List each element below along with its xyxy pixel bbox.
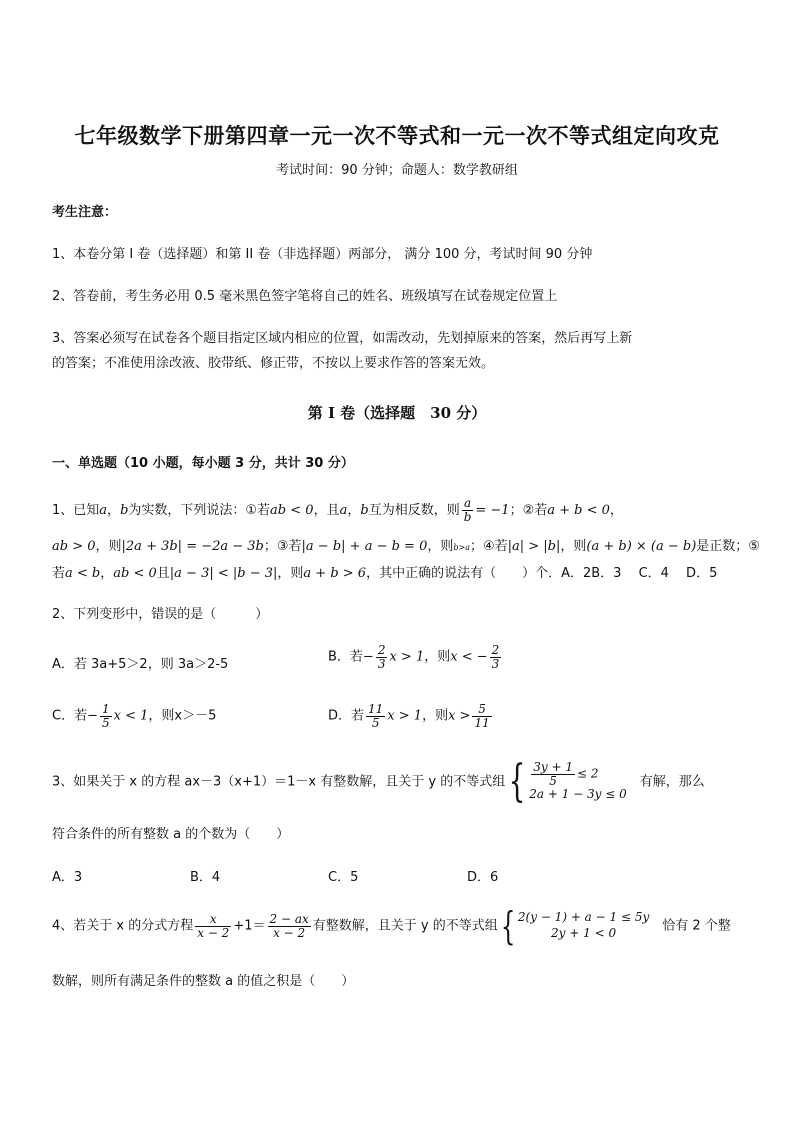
denominator: 5 — [549, 773, 557, 788]
question-1-line-3 — [52, 562, 717, 581]
question-2-stem: 2、下列变形中，错误的是（ ） — [52, 607, 269, 622]
math: |a| > |b| — [507, 539, 561, 554]
text: ，则 — [424, 649, 451, 665]
fraction — [531, 761, 575, 787]
math: a — [99, 503, 108, 518]
math: − — [362, 649, 374, 665]
text: ， — [347, 503, 361, 518]
question-2-option-a: A．若 3a+5＞2，则 3a＞2-5 — [52, 657, 229, 672]
text: 有解，那么 — [639, 774, 705, 790]
question-3-option-b: B．4 — [190, 870, 221, 885]
question-3-option-a: A．3 — [52, 870, 83, 885]
math: (a + b) × (a − b) — [586, 539, 697, 554]
notice-item-2: 2、答卷前，考生务必用 0.5 毫米黑色签字笔将自己的姓名、班级填写在试卷规定位置上 — [52, 289, 558, 304]
text: 恰有 2 个整 — [662, 918, 731, 934]
math: a < b — [65, 566, 101, 581]
text: +1＝ — [233, 918, 266, 934]
text: ， — [107, 503, 121, 518]
math: a + b > 6 — [303, 566, 367, 581]
exam-subtitle: 考试时间：90 分钟；命题人：数学教研组 — [276, 163, 518, 178]
system-row-2: 2a + 1 − 3y ≤ 0 — [529, 787, 627, 802]
numerator: x — [195, 913, 231, 927]
fraction — [366, 703, 385, 729]
notice-item-3-line-2: 的答案；不准使用涂改液、胶带纸、修正带，不按以上要求作答的答案无效。 — [52, 356, 495, 371]
math: x > — [448, 708, 471, 724]
text: 互为相反数，则 — [368, 503, 460, 518]
text: ，则 — [427, 539, 454, 554]
text: ；④若 — [469, 539, 508, 554]
fraction — [376, 644, 388, 670]
math: a — [339, 503, 348, 518]
fraction — [100, 703, 112, 729]
question-2-option-b — [328, 644, 503, 670]
text: ，则 — [422, 708, 449, 724]
numerator: 3y + 1 — [533, 760, 573, 775]
text: B．若 — [328, 649, 363, 665]
denominator: x − 2 — [273, 925, 306, 940]
text: ，则 — [560, 539, 587, 554]
notice-item-1: 1、本卷分第 I 卷（选择题）和第 II 卷（非选择题）两部分， 满分 100 分，考试时间 90 分钟 — [52, 247, 593, 262]
text: x＞－5 — [174, 708, 217, 724]
denominator: 3 — [377, 656, 386, 671]
section-title: 第 I 卷（选择题 30 分） — [307, 404, 487, 422]
question-1-line-2 — [52, 535, 760, 554]
question-4-line-2: 数解，则所有满足条件的整数 a 的值之积是（ ） — [52, 974, 355, 989]
math: |2a + 3b| = −2a − 3b — [121, 539, 264, 554]
text: ，则 — [148, 708, 175, 724]
numerator: 2 − ax — [269, 911, 309, 926]
math: x > 1 — [389, 649, 425, 665]
text: 1、已知 — [52, 503, 100, 518]
text: D．若 — [328, 708, 365, 724]
denominator: 5 — [101, 715, 110, 730]
text: C．若 — [52, 708, 88, 724]
math: x < 1 — [113, 708, 149, 724]
system-row-1: 2(y − 1) + a − 1 ≤ 5y — [517, 910, 650, 925]
numerator: 1 — [101, 702, 110, 716]
question-2-option-c — [52, 703, 216, 729]
text: ，则 — [277, 566, 304, 581]
math: b — [120, 503, 129, 518]
fraction — [490, 644, 502, 670]
question-4-line-1 — [52, 904, 731, 948]
denominator: 5 — [371, 715, 380, 730]
math: b — [360, 503, 369, 518]
text: ， — [609, 503, 623, 518]
math: x < − — [450, 649, 488, 665]
notice-heading: 考生注意： — [52, 205, 118, 220]
fraction — [268, 913, 311, 939]
numerator: 2 — [377, 643, 386, 657]
text: ，则 — [95, 539, 122, 554]
math: b>a — [453, 543, 470, 552]
math: ab < 0 — [270, 503, 314, 518]
left-brace: { — [508, 756, 526, 807]
numerator: 5 — [472, 703, 491, 717]
denominator: b — [463, 510, 472, 524]
math: x > 1 — [387, 708, 423, 724]
fraction — [195, 913, 231, 939]
inequality-system — [518, 910, 649, 941]
text: 且 — [156, 566, 170, 581]
question-3-line-2: 符合条件的所有整数 a 的个数为（ ） — [52, 827, 290, 842]
text: 有整数解，且关于 y 的不等式组 — [312, 918, 498, 934]
text: ；②若 — [509, 503, 548, 518]
text: 3、如果关于 x 的方程 ax－3（x+1）＝1－x 有整数解，且关于 y 的不等式组 — [52, 774, 506, 790]
part-title: 一、单选题（10 小题，每小题 3 分，共计 30 分） — [52, 456, 354, 471]
math: |a − 3| < |b − 3| — [169, 566, 278, 581]
fraction — [472, 703, 491, 729]
math: ≤ 2 — [576, 766, 599, 781]
notice-item-3-line-1: 3、答案必须写在试卷各个题目指定区域内相应的位置，如需改动，先划掉原来的答案，然后再写上新 — [52, 331, 633, 346]
denominator: 3 — [491, 656, 500, 671]
text: ；③若 — [263, 539, 302, 554]
text: ，其中正确的说法有（ ）个．A．2B．3 C．4 D．5 — [366, 566, 718, 581]
inequality-system — [529, 761, 627, 803]
text: ，且 — [313, 503, 340, 518]
question-3-line-1 — [52, 756, 705, 807]
system-row-1 — [529, 761, 627, 787]
math: ab < 0 — [113, 566, 157, 581]
left-brace: { — [500, 904, 516, 948]
denominator: x − 2 — [197, 925, 230, 940]
text: 是正数；⑤ — [696, 539, 760, 554]
denominator: 11 — [474, 715, 490, 730]
question-3-option-c: C．5 — [328, 870, 359, 885]
math: − — [87, 708, 98, 724]
text: 为实数，下列说法：①若 — [128, 503, 271, 518]
numerator: a — [462, 497, 474, 511]
question-1-line-1 — [52, 496, 623, 526]
question-3-option-d: D．6 — [467, 870, 499, 885]
text: 若 — [52, 566, 66, 581]
text: ， — [100, 566, 114, 581]
math: |a − b| + a − b = 0 — [301, 539, 428, 554]
math: ab > 0 — [52, 539, 96, 554]
math: = −1 — [475, 503, 510, 518]
fraction — [462, 497, 474, 523]
text: 4、若关于 x 的分式方程 — [52, 918, 194, 934]
math: a + b < 0 — [547, 503, 610, 518]
numerator: 2 — [491, 643, 500, 657]
numerator: 11 — [368, 702, 384, 716]
system-row-2: 2y + 1 < 0 — [551, 926, 617, 940]
question-2-option-d — [328, 703, 494, 729]
page-title: 七年级数学下册第四章一元一次不等式和一元一次不等式组定向攻克 — [74, 123, 720, 148]
